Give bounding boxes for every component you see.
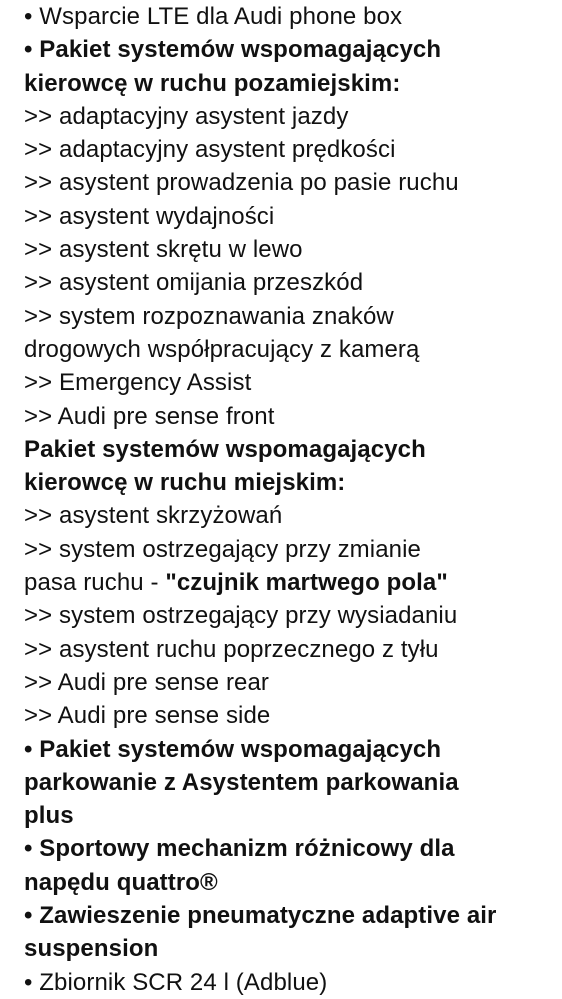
text-line [24,633,556,666]
bold-span: parkowanie z Asystentem parkowania [24,768,459,796]
text-line [24,866,556,899]
text-span: >> Audi pre sense side [24,702,271,730]
text-line [24,67,556,100]
bold-span: • Pakiet systemów wspomagających [24,735,442,763]
text-line [24,33,556,66]
bold-span: suspension [24,935,159,963]
text-line [24,733,556,766]
text-line [24,433,556,466]
text-span: >> adaptacyjny asystent jazdy [24,102,349,130]
text-line [24,400,556,433]
text-line [24,266,556,299]
text-line [24,466,556,499]
text-span: • Zbiornik SCR 24 l (Adblue) [24,968,328,996]
bold-span: napędu quattro® [24,868,218,896]
bold-span: • Pakiet systemów wspomagających [24,36,442,64]
bold-span: • Zawieszenie pneumatyczne adaptive air [24,902,497,930]
text-line [24,533,556,566]
text-line [24,100,556,133]
text-span: • Wsparcie LTE dla Audi phone box [24,3,403,30]
bold-span: kierowcę w ruchu pozamiejskim: [24,69,401,97]
text-span: >> Audi pre sense front [24,402,275,430]
bold-span: kierowcę w ruchu miejskim: [24,469,346,497]
text-span: >> asystent ruchu poprzecznego z tyłu [24,635,439,663]
text-line [24,799,556,832]
text-span: drogowych współpracujący z kamerą [24,335,420,363]
text-line [24,0,556,33]
text-line [24,200,556,233]
text-line [24,766,556,799]
text-line [24,666,556,699]
text-span: >> asystent wydajności [24,202,275,230]
text-span: pasa ruchu - [24,569,166,597]
text-line [24,566,556,599]
text-line [24,233,556,266]
text-span: >> Audi pre sense rear [24,668,270,696]
text-span: >> adaptacyjny asystent prędkości [24,136,396,164]
text-line [24,300,556,333]
bold-span: • Sportowy mechanizm różnicowy dla [24,835,455,863]
text-span: >> Emergency Assist [24,369,252,397]
text-line [24,832,556,865]
text-line [24,499,556,532]
text-line [24,699,556,732]
text-span: >> asystent skrzyżowań [24,502,283,530]
text-line [24,932,556,965]
text-line [24,599,556,632]
text-line [24,333,556,366]
text-line [24,133,556,166]
text-line [24,166,556,199]
bold-span: Pakiet systemów wspomagających [24,435,426,463]
text-span: >> asystent prowadzenia po pasie ruchu [24,169,459,197]
text-line [24,899,556,932]
document-text [24,0,556,999]
text-span: >> system rozpoznawania znaków [24,302,394,330]
text-span: >> system ostrzegający przy zmianie [24,535,421,563]
text-span: >> asystent omijania przeszkód [24,269,364,297]
bold-span: plus [24,802,74,830]
text-span: >> system ostrzegający przy wysiadaniu [24,602,458,630]
text-line [24,966,556,999]
bold-span: "czujnik martwego pola" [165,569,448,597]
text-span: >> asystent skrętu w lewo [24,236,303,264]
text-line [24,366,556,399]
